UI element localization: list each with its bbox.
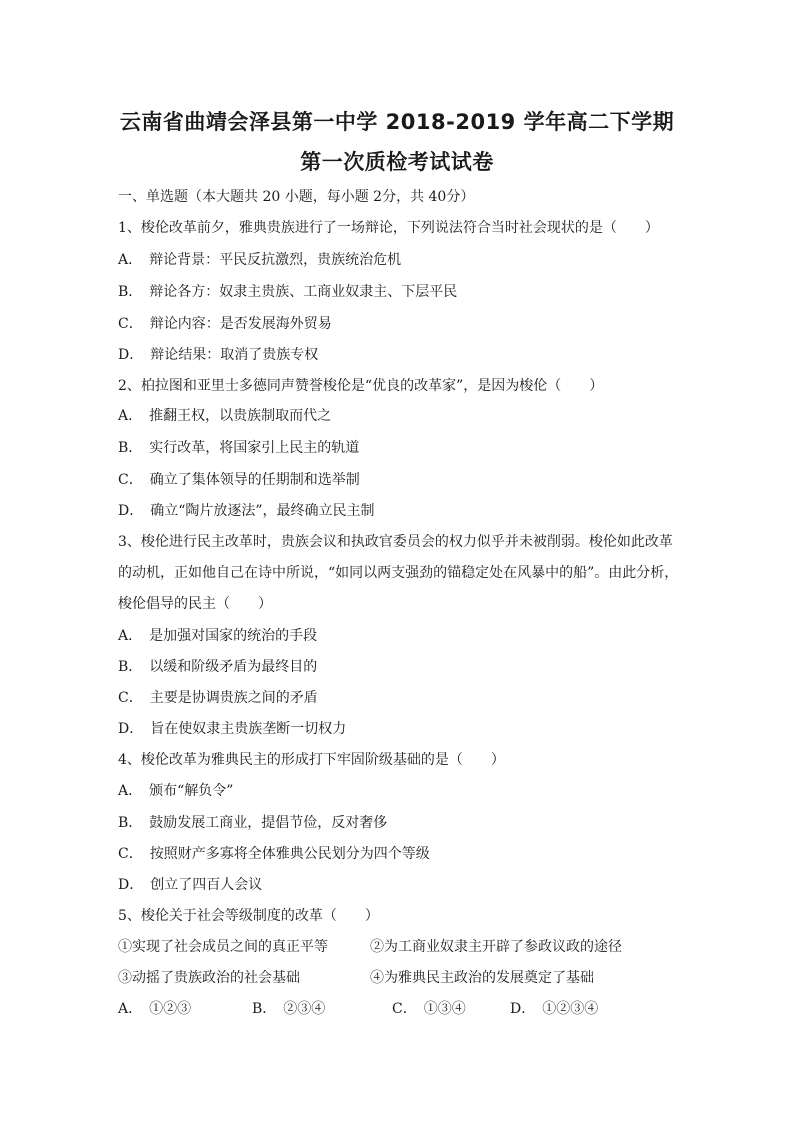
question-4-option-d: D． 创立了四百人会议 (118, 877, 263, 893)
exam-title-line1: 云南省曲靖会泽县第一中学 2018-2019 学年高二下学期 (119, 110, 675, 134)
question-4-option-c: C． 按照财产多寡将全体雅典公民划分为四个等级 (118, 846, 430, 862)
question-3-option-d: D． 旨在使奴隶主贵族垄断一切权力 (118, 721, 347, 737)
question-5-choice-b: B． ②③④ (252, 1001, 326, 1017)
question-2-option-b: B． 实行改革，将国家引上民主的轨道 (118, 440, 360, 456)
question-5-item-2: ②为工商业奴隶主开辟了参政议政的途径 (370, 939, 622, 955)
question-4-option-b: B． 鼓励发展工商业，提倡节俭，反对奢侈 (118, 815, 388, 831)
question-5-item-4: ④为雅典民主政治的发展奠定了基础 (370, 970, 594, 986)
question-1-option-d: D． 辩论结果：取消了贵族专权 (118, 347, 319, 363)
question-2-option-c: C． 确立了集体领导的任期制和选举制 (118, 472, 360, 488)
question-5-choice-d: D． ①②③④ (510, 1001, 599, 1017)
question-5-stem: 5、梭伦关于社会等级制度的改革（ ） (118, 908, 379, 924)
question-5-choice-c: C． ①③④ (392, 1001, 466, 1017)
question-2-stem: 2、柏拉图和亚里士多德同声赞誉梭伦是“优良的改革家”，是因为梭伦（ ） (118, 378, 604, 394)
question-3-option-a: A． 是加强对国家的统治的手段 (118, 628, 318, 644)
question-1-option-a: A． 辩论背景：平民反抗激烈，贵族统治危机 (118, 252, 402, 268)
question-3-option-c: C． 主要是协调贵族之间的矛盾 (118, 690, 318, 706)
question-3-stem-line3: 梭伦倡导的民主（ ） (118, 596, 272, 612)
section-heading: 一、单选题（本大题共 20 小题，每小题 2分，共 40分） (118, 189, 475, 205)
question-4-option-a: A． 颁布“解负令” (118, 783, 234, 799)
question-3-stem-line2: 的动机，正如他自己在诗中所说，“如同以两支强劲的锚稳定处在风暴中的船”。由此分析， (118, 565, 679, 581)
question-2-option-d: D． 确立“陶片放逐法”，最终确立民主制 (118, 503, 375, 519)
question-3-stem-line1: 3、梭伦进行民主改革时，贵族会议和执政官委员会的权力似乎并未被削弱。梭伦如此改革 (118, 534, 673, 550)
question-4-stem: 4、梭伦改革为雅典民主的形成打下牢固阶级基础的是（ ） (118, 752, 505, 768)
question-5-item-3: ③动摇了贵族政治的社会基础 (118, 970, 300, 986)
question-1-option-c: C． 辩论内容：是否发展海外贸易 (118, 316, 332, 332)
question-5-choice-a: A． ①②③ (118, 1001, 192, 1017)
question-5-item-1: ①实现了社会成员之间的真正平等 (118, 939, 328, 955)
question-2-option-a: A． 推翻王权，以贵族制取而代之 (118, 408, 332, 424)
exam-title-line2: 第一次质检考试试卷 (300, 150, 494, 174)
question-1-stem: 1、梭伦改革前夕，雅典贵族进行了一场辩论，下列说法符合当时社会现状的是（ ） (118, 220, 659, 236)
question-1-option-b: B． 辩论各方：奴隶主贵族、工商业奴隶主、下层平民 (118, 284, 458, 300)
question-3-option-b: B． 以缓和阶级矛盾为最终目的 (118, 659, 318, 675)
